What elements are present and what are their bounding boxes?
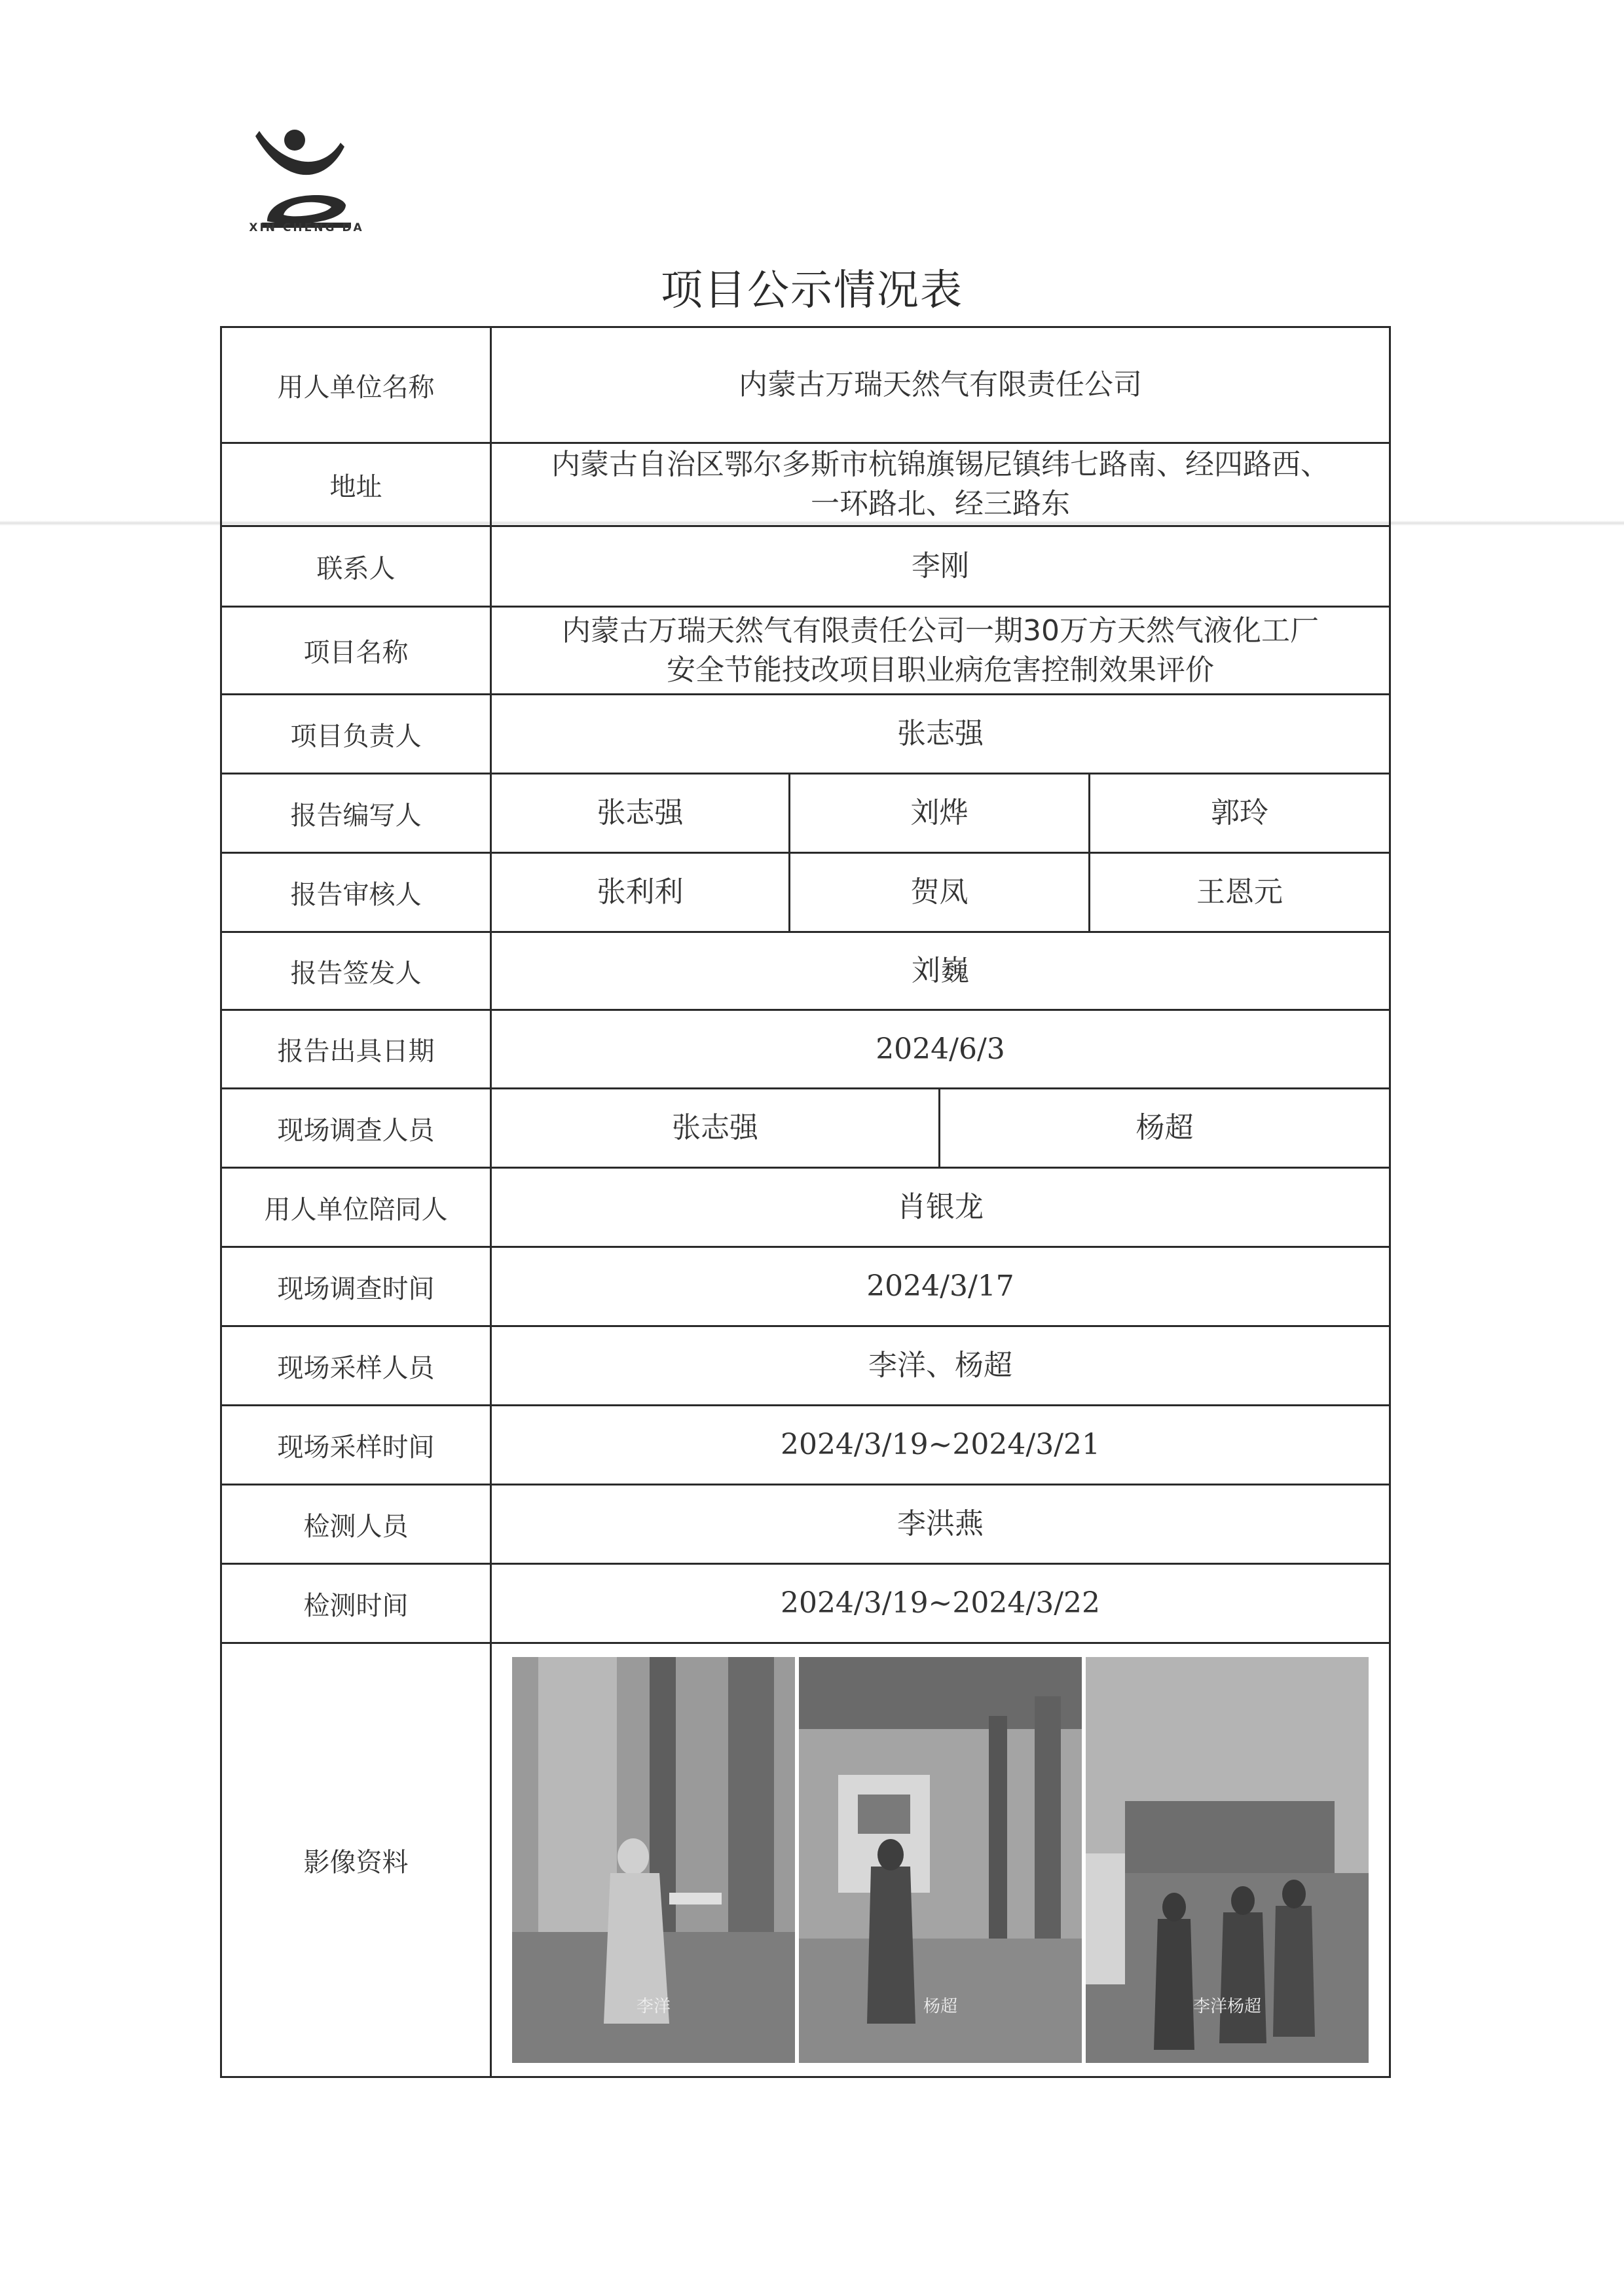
address-line-2: 一环路北、经三路东 <box>811 487 1070 520</box>
label-project: 项目名称 <box>221 607 491 695</box>
project-disclosure-table <box>220 326 1391 2078</box>
writer-3: 郭玲 <box>1090 774 1390 853</box>
label-companion: 用人单位陪同人 <box>221 1168 491 1247</box>
value-sample-time: 2024/3/19~2024/3/21 <box>491 1406 1390 1485</box>
site-photo-3 <box>1086 1657 1369 2063</box>
logo-text: XIN CHENG DA <box>249 221 364 234</box>
surveyor-2: 杨超 <box>940 1089 1390 1168</box>
row-surveyors <box>221 1089 1390 1168</box>
site-photo-2 <box>799 1657 1082 2063</box>
project-line-1: 内蒙古万瑞天然气有限责任公司一期30万方天然气液化工厂 <box>562 613 1319 647</box>
label-issue-date: 报告出具日期 <box>221 1010 491 1089</box>
row-contact <box>221 526 1390 607</box>
value-contact: 李刚 <box>491 526 1390 607</box>
page-title: 项目公示情况表 <box>661 266 963 315</box>
label-samplers: 现场采样人员 <box>221 1326 491 1406</box>
row-sample-time <box>221 1406 1390 1485</box>
value-test-time: 2024/3/19~2024/3/22 <box>491 1564 1390 1643</box>
label-sample-time: 现场采样时间 <box>221 1406 491 1485</box>
writer-2: 刘烨 <box>790 774 1090 853</box>
row-companion <box>221 1168 1390 1247</box>
label-issuer: 报告签发人 <box>221 932 491 1010</box>
label-testers: 检测人员 <box>221 1485 491 1564</box>
row-leader <box>221 695 1390 774</box>
project-line-2: 安全节能技改项目职业病危害控制效果评价 <box>667 653 1214 687</box>
row-survey-time <box>221 1247 1390 1326</box>
label-images: 影像资料 <box>221 1643 491 2077</box>
photo-caption-2: 杨超 <box>923 1997 957 2016</box>
reviewer-3: 王恩元 <box>1090 853 1390 932</box>
row-project <box>221 607 1390 695</box>
row-employer <box>221 327 1390 443</box>
label-address: 地址 <box>221 443 491 526</box>
row-test-time <box>221 1564 1390 1643</box>
value-issuer: 刘巍 <box>491 932 1390 1010</box>
label-survey-time: 现场调查时间 <box>221 1247 491 1326</box>
value-testers: 李洪燕 <box>491 1485 1390 1564</box>
label-test-time: 检测时间 <box>221 1564 491 1643</box>
row-testers <box>221 1485 1390 1564</box>
label-surveyors: 现场调查人员 <box>221 1089 491 1168</box>
reviewer-2: 贺凤 <box>790 853 1090 932</box>
value-employer: 内蒙古万瑞天然气有限责任公司 <box>491 327 1390 443</box>
label-leader: 项目负责人 <box>221 695 491 774</box>
label-employer: 用人单位名称 <box>221 327 491 443</box>
address-line-1: 内蒙古自治区鄂尔多斯市杭锦旗锡尼镇纬七路南、经四路西、 <box>551 448 1329 481</box>
value-address <box>491 443 1390 526</box>
value-samplers: 李洋、杨超 <box>491 1326 1390 1406</box>
site-photo-1 <box>512 1657 795 2063</box>
value-images <box>491 1643 1390 2077</box>
value-survey-time: 2024/3/17 <box>491 1247 1390 1326</box>
row-address <box>221 443 1390 526</box>
row-samplers <box>221 1326 1390 1406</box>
photo-caption-1: 李洋 <box>636 1997 671 2016</box>
row-issue-date <box>221 1010 1390 1089</box>
photo-strip <box>498 1644 1382 2076</box>
surveyor-1: 张志强 <box>491 1089 940 1168</box>
writer-1: 张志强 <box>491 774 790 853</box>
value-leader: 张志强 <box>491 695 1390 774</box>
xin-cheng-da-logo-icon <box>248 123 365 234</box>
value-project <box>491 607 1390 695</box>
value-companion: 肖银龙 <box>491 1168 1390 1247</box>
row-writers <box>221 774 1390 853</box>
value-issue-date: 2024/6/3 <box>491 1010 1390 1089</box>
row-images <box>221 1643 1390 2077</box>
label-reviewers: 报告审核人 <box>221 853 491 932</box>
row-issuer <box>221 932 1390 1010</box>
reviewer-1: 张利利 <box>491 853 790 932</box>
photo-caption-3: 李洋杨超 <box>1192 1997 1261 2016</box>
label-writers: 报告编写人 <box>221 774 491 853</box>
row-reviewers <box>221 853 1390 932</box>
label-contact: 联系人 <box>221 526 491 607</box>
